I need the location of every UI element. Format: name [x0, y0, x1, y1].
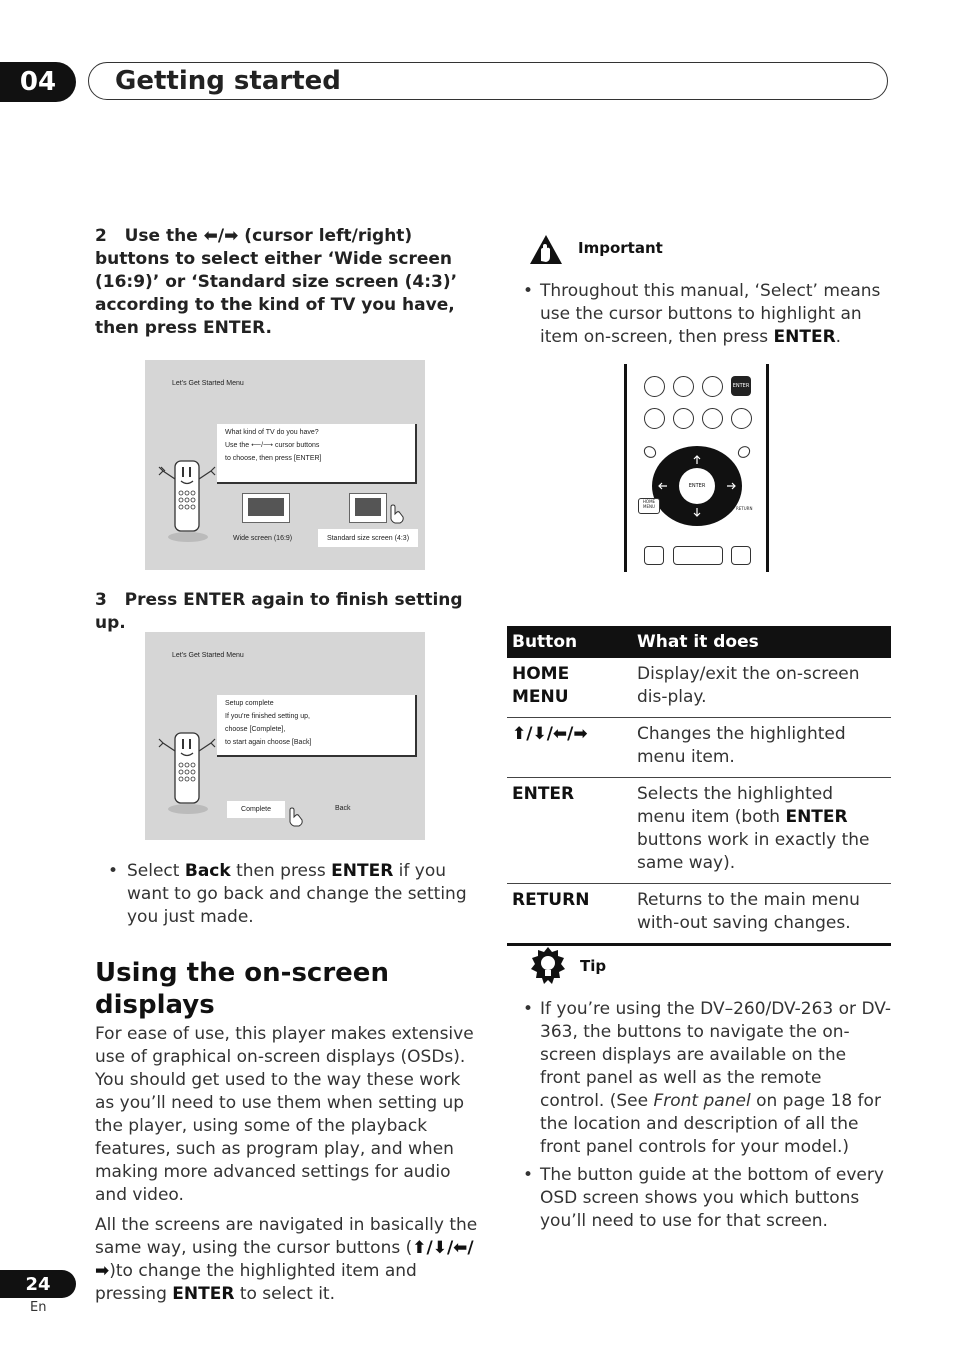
- screen-title: Let's Get Started Menu: [172, 380, 244, 387]
- enter-center-label: ENTER: [688, 483, 706, 489]
- language-label: En: [30, 1300, 47, 1315]
- osd-section: [95, 957, 485, 1306]
- chapter-number-badge: 04: [0, 62, 76, 102]
- remote-mascot-icon: [153, 727, 223, 817]
- table-row: [507, 884, 891, 945]
- arrows-icon: ⬆/⬇/⬅/➡: [95, 1238, 474, 1281]
- screen-message-box: [217, 695, 417, 757]
- section-heading: Using the on-screen displays: [95, 958, 389, 1020]
- step-text-post: (cursor left/right) buttons to select either ‘Wide screen (16:9)’ or ‘Standard size screen (4:3)’ according to the kind of TV you have, then press ENTER.: [95, 226, 458, 338]
- bullet-back-note: • Select Back then press ENTER if you want to go back and change the setting you just made.: [108, 861, 467, 927]
- screen-line: Use the ⟵/⟶ cursor buttons: [225, 442, 320, 449]
- step-number: 2: [95, 226, 107, 246]
- screen-message-box: [217, 424, 417, 484]
- step-text-pre: Use the: [124, 226, 198, 246]
- arrow-left-right-icon: ⬅/➡: [203, 226, 239, 246]
- button-function-table: [507, 626, 891, 946]
- table-header-row: [507, 626, 891, 658]
- back-label: Back: [335, 805, 351, 812]
- return-label: RETURN: [736, 506, 753, 511]
- button-description: Changes the highlighted menu item.: [632, 718, 891, 778]
- button-description: Returns to the main menu with-out saving changes.: [632, 884, 891, 945]
- table-row: [507, 718, 891, 778]
- tip-bullet-1: • If you’re using the DV–260/DV-263 or DV-363, the buttons to navigate the on-screen displays are available on the front panel as well as the remote control. (See Front panel on page 18 for the location and description of all the front panel controls for your model.): [523, 999, 892, 1157]
- column-header: What it does: [632, 626, 891, 658]
- tip-bullet-2: • The button guide at the bottom of every OSD screen shows you which buttons you’ll need to use for that screen.: [523, 1165, 884, 1231]
- enter-button-small: ENTER: [731, 376, 751, 396]
- table-row: [507, 778, 891, 884]
- screen-line: choose [Complete],: [225, 726, 286, 733]
- chapter-title: Getting started: [115, 66, 341, 96]
- screen-line: to start again choose [Back]: [225, 739, 312, 746]
- button-name: HOME MENU: [507, 658, 632, 718]
- column-header: Button: [507, 626, 632, 658]
- step-3-heading: [95, 589, 495, 635]
- standard-tv-icon: [349, 493, 387, 523]
- step-2-heading: [95, 225, 485, 340]
- home-menu-button: HOME MENU: [638, 498, 660, 514]
- screen-line: Setup complete: [225, 700, 274, 707]
- remote-mascot-icon: [153, 455, 223, 545]
- remote-control-illustration: [622, 364, 772, 574]
- tv-screen-setup-menu: [145, 360, 425, 570]
- pointing-hand-icon: [286, 806, 306, 828]
- screen-line: If you're finished setting up,: [225, 713, 310, 720]
- tip-label: Tip: [580, 957, 607, 975]
- screen-line: to choose, then press [ENTER]: [225, 455, 322, 462]
- option-wide-label: Wide screen (16:9): [233, 535, 293, 542]
- button-name: ENTER: [507, 778, 632, 884]
- button-description: Selects the highlighted menu item (both ENTER buttons work in exactly the same way).: [632, 778, 891, 884]
- osd-paragraph-2: All the screens are navigated in basically the same way, using the cursor buttons (⬆/⬇/⬅/➡)to change the highlighted item and pressing ENTER to select it.: [95, 1215, 478, 1304]
- tip-lightbulb-icon: [530, 945, 566, 985]
- osd-paragraph-1: For ease of use, this player makes extensive use of graphical on-screen displays (OSDs). You should get used to the way these work as you’ll need to use them when setting up the player, using some of the playback features, such as program play, and when making more advanced settings for audio and video.: [95, 1024, 474, 1205]
- option-standard-button: Standard size screen (4:3): [318, 529, 418, 547]
- tv-screen-setup-complete: [145, 632, 425, 840]
- pointing-hand-icon: [387, 503, 407, 525]
- screen-line: What kind of TV do you have?: [225, 429, 319, 436]
- important-bullet: • Throughout this manual, ‘Select’ means use the cursor buttons to highlight an item on-screen, then press ENTER.: [523, 281, 881, 347]
- wide-tv-icon: [242, 493, 290, 523]
- step-text: Press ENTER again to finish setting up.: [95, 590, 463, 633]
- button-description: Display/exit the on-screen dis-play.: [632, 658, 891, 718]
- important-warning-icon: [528, 233, 564, 267]
- button-name: RETURN: [507, 884, 632, 945]
- complete-button: Complete: [227, 801, 285, 818]
- table-row: [507, 658, 891, 718]
- page-number-badge: 24: [0, 1270, 76, 1298]
- important-label: Important: [578, 239, 663, 257]
- screen-title: Let's Get Started Menu: [172, 652, 244, 659]
- arrow-buttons-icon: ⬆/⬇/⬅/➡: [507, 718, 632, 778]
- step-number: 3: [95, 590, 107, 610]
